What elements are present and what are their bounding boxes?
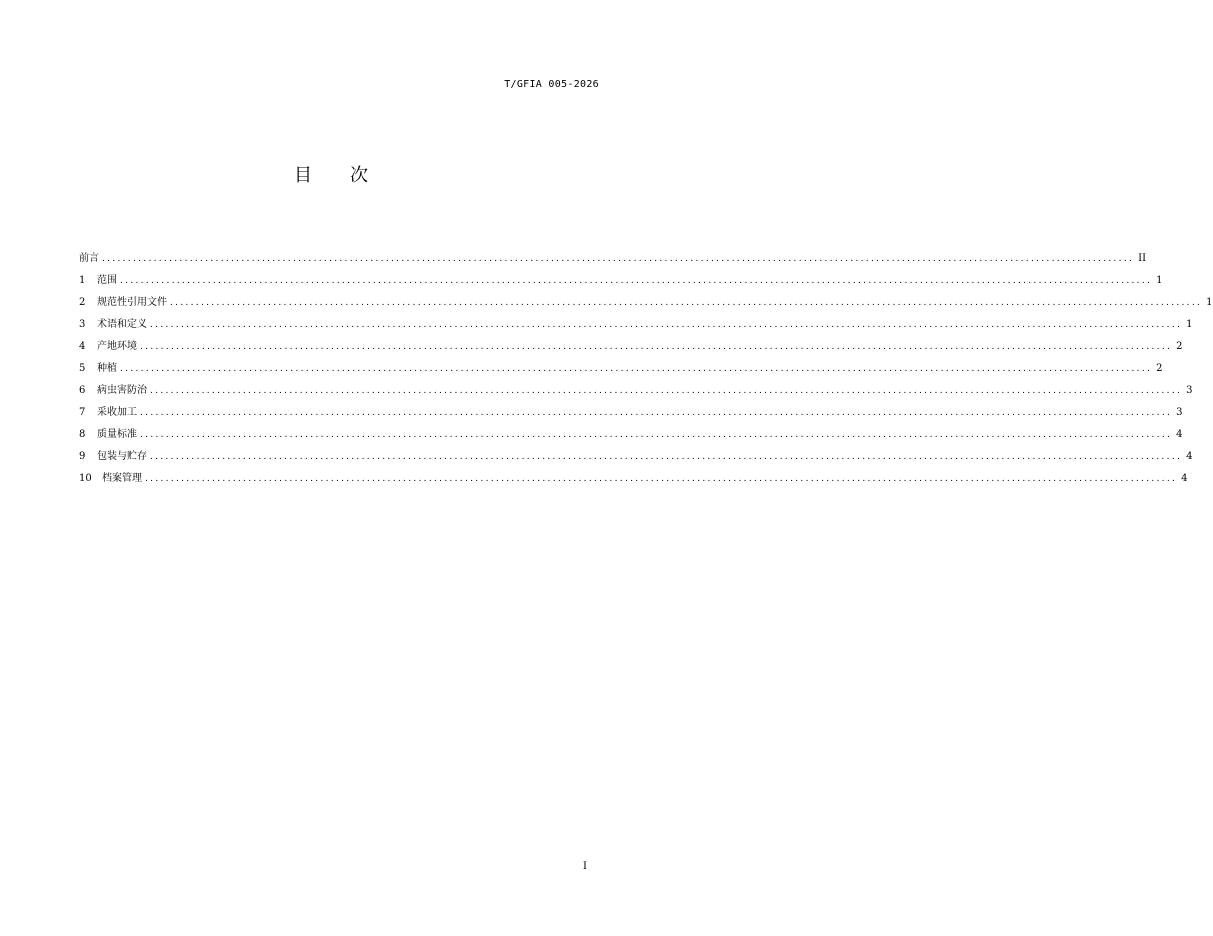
toc-entry-label: 采收加工 [97,407,137,418]
toc-entry[interactable] [79,406,1183,428]
toc-leader-dots: ........................................................................................................................................................................................................ [145,474,1178,484]
toc-entry-number: 8 [79,429,86,440]
page-title [0,161,662,187]
toc-entry-label: 病虫害防治 [97,385,147,396]
toc-leader-dots: ........................................................................................................................................................................................................ [120,276,1153,286]
toc-entry-page: 4 [1181,473,1188,484]
toc-entry[interactable] [79,428,1183,450]
toc-entry-page: 4 [1176,429,1183,440]
toc-entry[interactable] [79,362,1163,384]
toc-entry[interactable] [79,318,1193,340]
toc-entry-page: 1 [1156,275,1163,286]
toc-entry-page: 1 [1206,297,1213,308]
standard-code: T/GFIA 005-2026 [504,79,599,90]
toc-leader-dots: ........................................................................................................................................................................................................ [150,320,1183,330]
toc-entry[interactable] [79,450,1193,472]
title-char-1: 目 [294,165,312,186]
toc-entry-page: 4 [1186,451,1193,462]
toc-entry-label: 前言 [79,253,99,264]
toc-entry-page: II [1138,253,1147,264]
toc-entry-page: 2 [1156,363,1163,374]
toc-entry-label: 规范性引用文件 [97,297,167,308]
toc-entry-number: 10 [79,473,92,484]
toc-entry-number: 5 [79,363,86,374]
toc-entry-page: 3 [1176,407,1183,418]
page-number: I [583,861,587,872]
toc-entry-label: 范围 [97,275,117,286]
toc-entry[interactable] [79,340,1183,362]
toc-leader-dots: ........................................................................................................................................................................................................ [140,430,1173,440]
toc-entry-number: 3 [79,319,86,330]
toc-entry-number: 4 [79,341,86,352]
toc-entry[interactable] [79,472,1188,494]
toc-entry[interactable] [79,252,1147,274]
toc-leader-dots: ........................................................................................................................................................................................................ [140,408,1173,418]
toc-entry-label: 质量标准 [97,429,137,440]
title-char-2: 次 [350,165,368,186]
toc-leader-dots: ........................................................................................................................................................................................................ [120,364,1153,374]
toc-leader-dots: ........................................................................................................................................................................................................ [102,254,1135,264]
toc-leader-dots: ........................................................................................................................................................................................................ [140,342,1173,352]
toc-entry-number: 7 [79,407,86,418]
toc-entry-page: 1 [1186,319,1193,330]
toc-entry-page: 2 [1176,341,1183,352]
toc-entry-label: 包装与贮存 [97,451,147,462]
toc-entry-number: 6 [79,385,86,396]
toc-entry-number: 9 [79,451,86,462]
toc-leader-dots: ........................................................................................................................................................................................................ [170,298,1203,308]
toc-entry[interactable] [79,384,1193,406]
toc-entry-label: 种植 [97,363,117,374]
table-of-contents [79,252,1213,494]
toc-entry-label: 产地环境 [97,341,137,352]
toc-entry-number: 2 [79,297,86,308]
toc-entry-label: 术语和定义 [97,319,147,330]
toc-entry-number: 1 [79,275,86,286]
toc-entry[interactable] [79,274,1163,296]
toc-entry-page: 3 [1186,385,1193,396]
toc-leader-dots: ........................................................................................................................................................................................................ [150,452,1183,462]
toc-entry[interactable] [79,296,1213,318]
toc-leader-dots: ........................................................................................................................................................................................................ [150,386,1183,396]
toc-entry-label: 档案管理 [102,473,142,484]
